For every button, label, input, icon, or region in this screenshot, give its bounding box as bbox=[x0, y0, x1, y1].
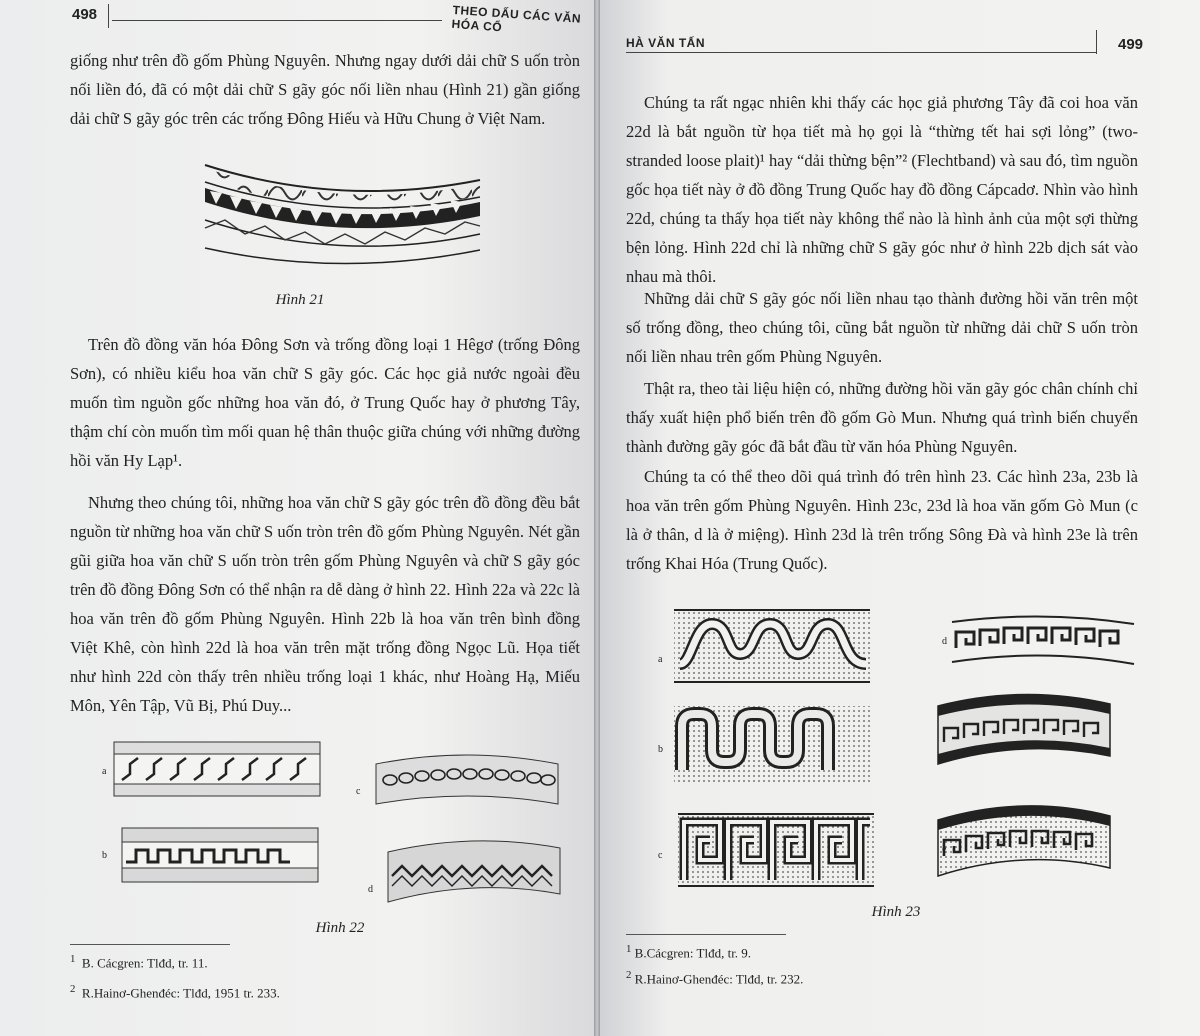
figure-23c-image bbox=[676, 810, 876, 890]
running-head: THEO DẤU CÁC VĂN HÓA CỔ bbox=[451, 2, 582, 35]
running-head: HÀ VĂN TẤN bbox=[626, 36, 705, 50]
footnotes bbox=[70, 950, 470, 1003]
figure-23b-image bbox=[672, 704, 872, 784]
paragraph: giống như trên đồ gốm Phùng Nguyên. Nhưng ngay dưới dải chữ S uốn tròn nối liền đó, đã có một dải chữ S gãy góc nối liền nhau (Hình 21) gần giống dải chữ S gãy góc trên các trống Đông Hiếu và Hữu Chung ở Việt Nam. bbox=[70, 51, 580, 128]
header-divider bbox=[108, 4, 109, 28]
header-rule bbox=[112, 20, 442, 21]
figure-label: d bbox=[942, 636, 947, 647]
right-page bbox=[596, 0, 1200, 1036]
figure-22b-image bbox=[120, 826, 320, 884]
figure-label: b bbox=[102, 850, 107, 861]
footnote-1: $^1$ B.Cácgren: Tlđd, tr. 9. bbox=[626, 943, 752, 961]
figure-23a-image bbox=[672, 606, 872, 686]
footnote-2: $^2$ R.Hainơ-Ghenđéc: Tlđd, tr. 232. bbox=[626, 969, 804, 987]
figure-22a-image bbox=[112, 740, 322, 798]
footnote-1: $^1$ B. Cácgren: Tlđd, tr. 11. bbox=[70, 953, 208, 971]
paragraph: Thật ra, theo tài liệu hiện có, những đường hồi văn gãy góc chân chính chỉ thấy xuất hiện phổ biến trên đồ gốm Gò Mun. Nhưng quá trình biến chuyển thành đường gãy góc đã bắt đầu từ văn hóa Phùng Nguyên. bbox=[626, 379, 1138, 456]
paragraph: Trên đồ đồng văn hóa Đông Sơn và trống đồng loại 1 Hêgơ (trống Đông Sơn), có nhiều kiểu hoa văn chữ S gãy góc. Các học giả nước ngoài đều muốn tìm nguồn gốc những hoa văn đó, ở Trung Quốc hay ở phương Tây, thậm chí còn muốn tìm mối quan hệ thân thuộc giữa chúng với những đường hồi văn Hy Lạp¹. bbox=[70, 335, 580, 470]
page-number: 499 bbox=[1118, 36, 1144, 53]
figure-21-caption: Hình 21 bbox=[275, 292, 325, 308]
paragraph: Những dải chữ S gãy góc nối liền nhau tạo thành đường hồi văn trên một số trống đồng, theo chúng tôi, cũng bắt nguồn từ những dải chữ S uốn tròn nối liền nhau trên gốm Phùng Nguyên. bbox=[626, 289, 1138, 366]
figure-label: a bbox=[658, 654, 663, 665]
figure-label: a bbox=[102, 766, 107, 777]
footnotes bbox=[626, 940, 1026, 989]
header-rule bbox=[626, 52, 1096, 53]
figure-label: c bbox=[658, 850, 663, 861]
figure-22d-image bbox=[384, 828, 564, 908]
figure-22-caption: Hình 22 bbox=[315, 920, 365, 936]
footnote-rule bbox=[626, 934, 786, 935]
book-spine bbox=[594, 0, 600, 1036]
figure-23d-mouth-image bbox=[948, 608, 1138, 672]
figure-23-caption: Hình 23 bbox=[871, 904, 921, 920]
figure-22c-image bbox=[372, 744, 562, 814]
footnote-rule bbox=[70, 944, 230, 945]
paragraph: Nhưng theo chúng tôi, những hoa văn chữ S gãy góc trên đồ đồng đều bắt nguồn từ những hoa văn chữ S uốn tròn trên đồ gốm Phùng Nguyên. Nét gần gũi giữa hoa văn chữ S uốn tròn trên gốm Phùng Nguyên và chữ S gãy góc trên đồ đồng Đông Sơn có thể nhận ra dễ dàng ở hình 22. Hình 22a và 22c là hoa văn trên đồ gốm Phùng Nguyên. Hình 22b là hoa văn trên bình đồng Việt Khê, còn hình 22d là hoa văn trên mặt trống đồng Ngọc Lũ. Họa tiết như hình 22d còn thấy trên nhiều trống loại 1 khác, như Hoàng Hạ, Miếu Môn, Yên Tập, Vũ Bị, Phú Duy... bbox=[70, 493, 580, 715]
figure-label: c bbox=[356, 786, 361, 797]
figure-21-image bbox=[200, 160, 485, 280]
figure-23d-drum-image bbox=[934, 686, 1114, 770]
figure-23e-image bbox=[934, 790, 1114, 882]
paragraph: Chúng ta có thể theo dõi quá trình đó trên hình 23. Các hình 23a, 23b là hoa văn trên gốm Phùng Nguyên. Hình 23c, 23d là hoa văn gốm Gò Mun (c là ở thân, d là ở miệng). Hình 23d là trên trống Sông Đà và hình 23e là trên trống Khai Hóa (Trung Quốc). bbox=[626, 467, 1138, 573]
figure-label: d bbox=[368, 884, 373, 895]
footnote-2: $^2$ R.Hainơ-Ghenđéc: Tlđd, 1951 tr. 233. bbox=[70, 983, 280, 1001]
figure-label: b bbox=[658, 744, 663, 755]
header-divider bbox=[1096, 30, 1097, 54]
page-number: 498 bbox=[72, 6, 98, 23]
paragraph: Chúng ta rất ngạc nhiên khi thấy các học giả phương Tây đã coi hoa văn 22d là bắt nguồn từ họa tiết mà họ gọi là “thừng tết hai sợi lỏng” (two-stranded loose plait)¹ hay “dải thừng bện”² (Flechtband) và sau đó, tìm nguồn gốc họa tiết này ở đồ đồng Trung Quốc hay đồ đồng Cápcadơ. Nhìn vào hình 22d, chúng ta thấy họa tiết này không thể nào là hình ảnh của một sợi thừng bện lỏng. Hình 22d chỉ là những chữ S gãy góc như ở hình 22b dịch sát vào nhau mà thôi. bbox=[626, 93, 1138, 286]
